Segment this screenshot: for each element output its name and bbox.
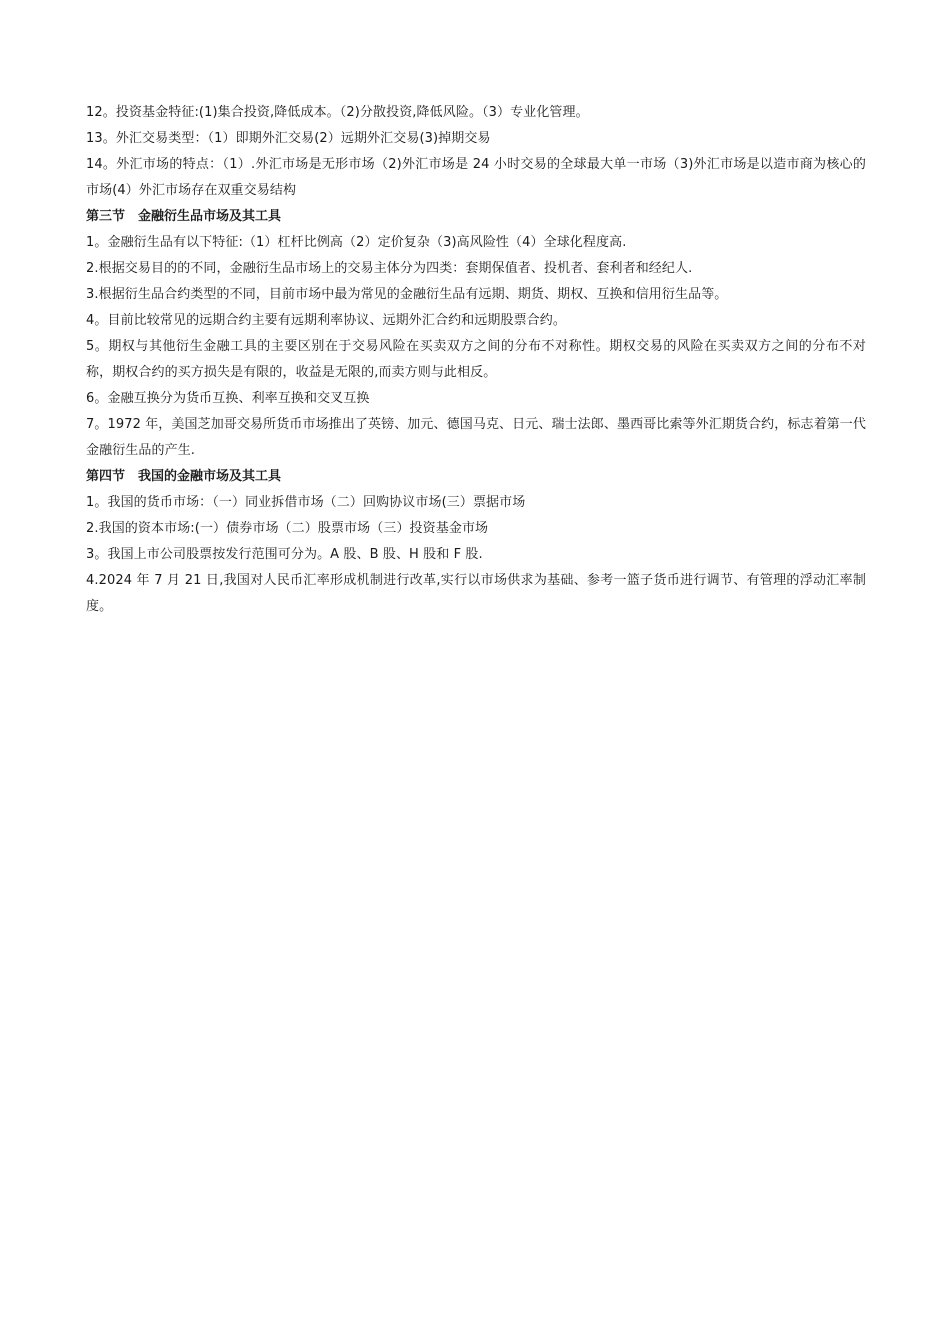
paragraph-item-5: 5。期权与其他衍生金融工具的主要区别在于交易风险在买卖双方之间的分布不对称性。期权交易的风险在买卖双方之间的分布不对称，期权合约的买方损失是有限的，收益是无限的,而卖方则与此相反。 bbox=[86, 339, 866, 380]
document-body bbox=[86, 100, 866, 620]
section-heading-3: 第三节 金融衍生品市场及其工具 bbox=[86, 209, 282, 224]
paragraph-item-3: 3.根据衍生品合约类型的不同，目前市场中最为常见的金融衍生品有远期、期货、期权、互换和信用衍生品等。 bbox=[86, 287, 728, 302]
paragraph-item-4: 4。目前比较常见的远期合约主要有远期利率协议、远期外汇合约和远期股票合约。 bbox=[86, 313, 566, 328]
paragraph-item-12: 12。投资基金特征:(1)集合投资,降低成本。（2)分散投资,降低风险。（3）专业化管理。 bbox=[86, 105, 589, 120]
paragraph-item-14: 14。外汇市场的特点：（1）.外汇市场是无形市场（2)外汇市场是 24 小时交易的全球最大单一市场（3)外汇市场是以造市商为核心的市场(4）外汇市场存在双重交易结构 bbox=[86, 157, 866, 198]
paragraph-item-6: 6。金融互换分为货币互换、利率互换和交叉互换 bbox=[86, 391, 370, 406]
paragraph-item-2: 2.根据交易目的的不同，金融衍生品市场上的交易主体分为四类：套期保值者、投机者、套利者和经纪人. bbox=[86, 261, 693, 276]
paragraph-item-3b: 3。我国上市公司股票按发行范围可分为。A 股、B 股、H 股和 F 股. bbox=[86, 547, 483, 562]
paragraph-item-1: 1。金融衍生品有以下特征:（1）杠杆比例高（2）定价复杂（3)高风险性（4）全球化程度高. bbox=[86, 235, 627, 250]
section-heading-4: 第四节 我国的金融市场及其工具 bbox=[86, 469, 282, 484]
paragraph-item-7: 7。1972 年，美国芝加哥交易所货币市场推出了英镑、加元、德国马克、日元、瑞士法郎、墨西哥比索等外汇期货合约，标志着第一代金融衍生品的产生. bbox=[86, 417, 866, 458]
paragraph-item-1b: 1。我国的货币市场：（一）同业拆借市场（二）回购协议市场(三）票据市场 bbox=[86, 495, 526, 510]
paragraph-item-2b: 2.我国的资本市场:(一）债券市场（二）股票市场（三）投资基金市场 bbox=[86, 521, 489, 536]
paragraph-item-13: 13。外汇交易类型：（1）即期外汇交易(2）远期外汇交易(3)掉期交易 bbox=[86, 131, 491, 146]
paragraph-item-4b: 4.2024 年 7 月 21 日,我国对人民币汇率形成机制进行改革,实行以市场供求为基础、参考一篮子货币进行调节、有管理的浮动汇率制度。 bbox=[86, 573, 866, 614]
